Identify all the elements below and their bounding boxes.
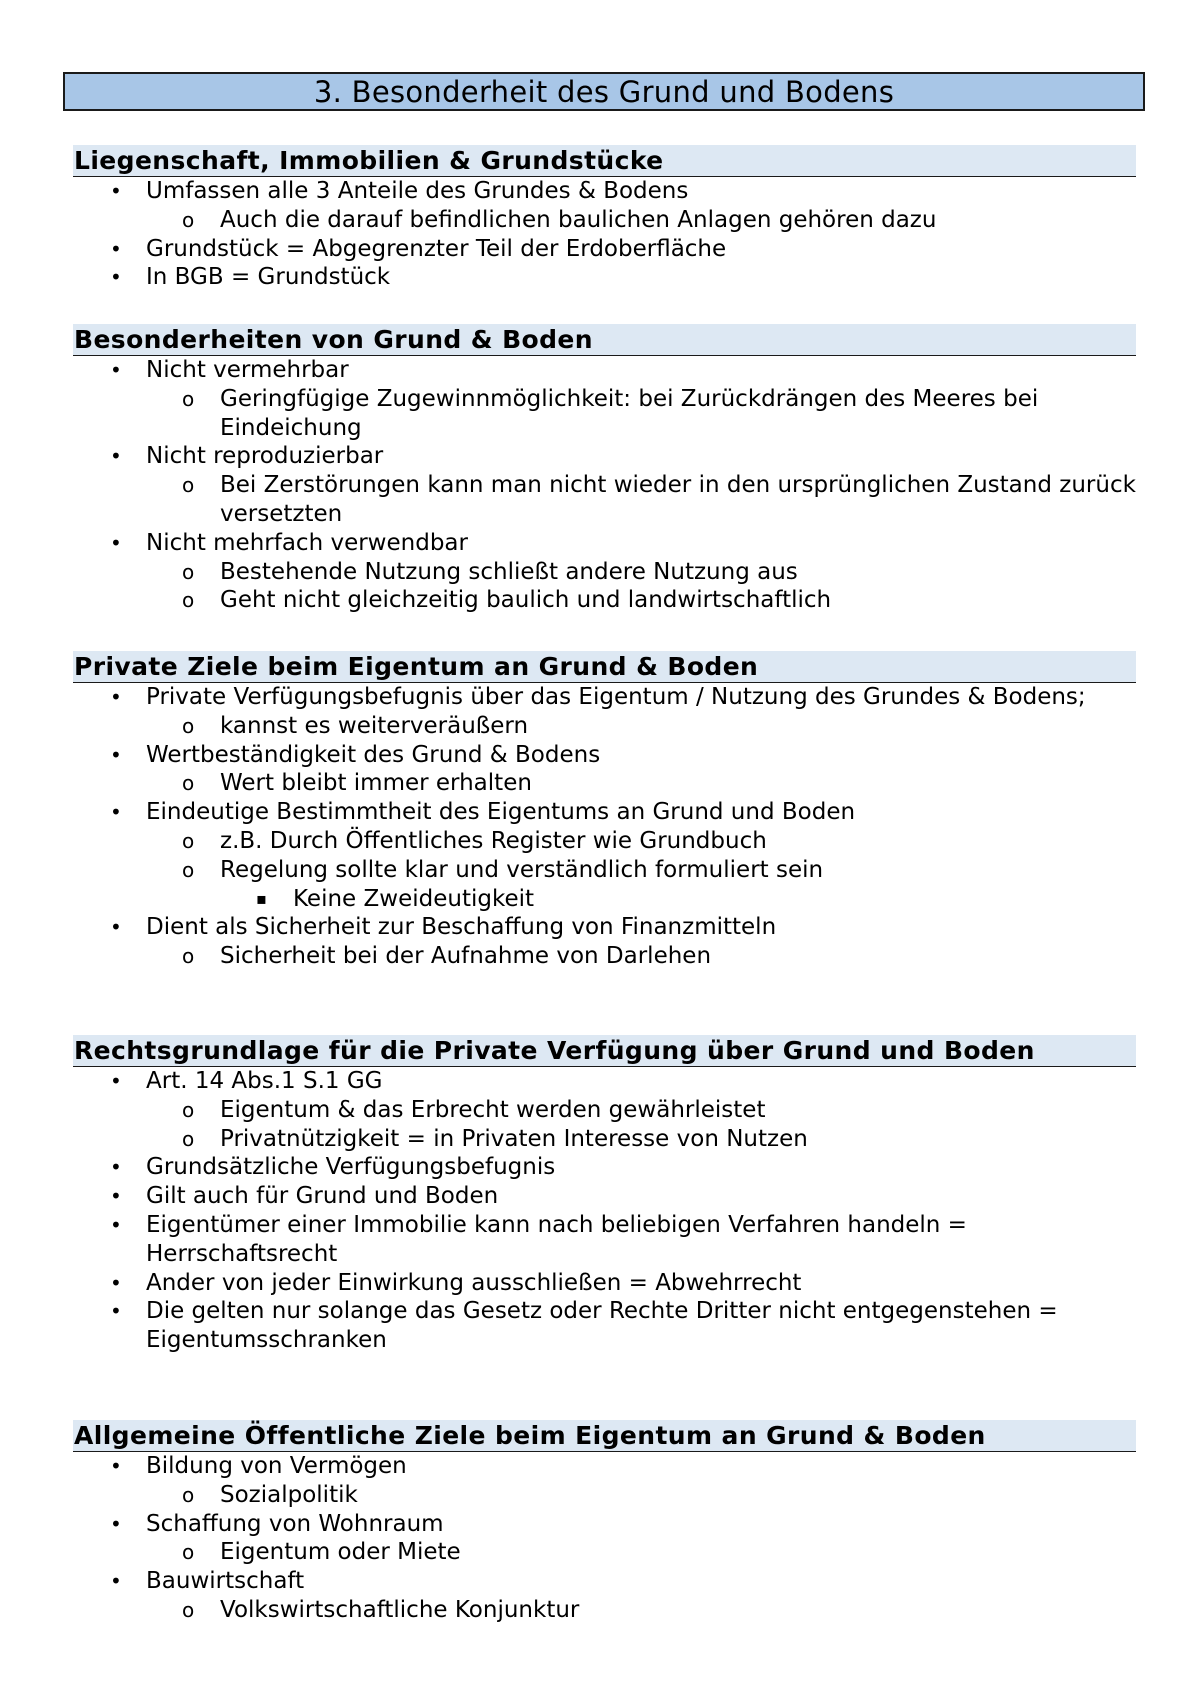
bullet-marker: • <box>110 179 122 203</box>
list-item-text: Umfassen alle 3 Anteile des Grundes & Bodens <box>146 178 689 204</box>
list-item-text: Grundsätzliche Verfügungsbefugnis <box>146 1154 556 1181</box>
list-item-text: Geht nicht gleichzeitig baulich und landwirtschaftlich <box>220 587 832 614</box>
section-heading: Allgemeine Öffentliche Ziele beim Eigentum an Grund & Boden <box>73 1420 1136 1452</box>
list-item <box>73 1452 1136 1481</box>
bullet-list <box>73 1067 1136 1355</box>
bullet-marker: • <box>110 1069 122 1093</box>
section-oeffentliche-ziele <box>73 1420 1136 1625</box>
bullet-marker: • <box>110 236 122 261</box>
bullet-marker: • <box>110 530 122 555</box>
section-heading: Liegenschaft, Immobilien & Grundstücke <box>73 145 1136 177</box>
square-bullet-marker: ▪ <box>256 888 267 908</box>
sub-bullet-marker: o <box>182 559 195 584</box>
list-item <box>73 471 1136 529</box>
list-item-text: Sicherheit bei der Aufnahme von Darlehen <box>220 943 712 970</box>
list-item-text: In BGB = Grundstück <box>146 264 391 291</box>
list-item-text: Bauwirtschaft <box>146 1568 305 1595</box>
list-item <box>73 1297 1136 1355</box>
list-item-text: Wert bleibt immer erhalten <box>220 770 532 797</box>
sub-bullet-marker: o <box>182 944 195 969</box>
list-item <box>73 206 1136 235</box>
list-item <box>73 1125 1136 1154</box>
list-item <box>73 1182 1136 1211</box>
list-item <box>73 769 1136 798</box>
bullet-marker: • <box>110 742 122 767</box>
bullet-marker: • <box>110 1184 122 1209</box>
list-item <box>73 586 1136 615</box>
list-item-text: Die gelten nur solange das Gesetz oder Rechte Dritter nicht entgegenstehen = Eigentumsschranken <box>146 1298 1058 1354</box>
list-item-text: Geringfügige Zugewinnmöglichkeit: bei Zurückdrängen des Meeres bei Eindeichung <box>220 385 1039 441</box>
list-item <box>73 1269 1136 1298</box>
list-item-text: Nicht reproduzierbar <box>146 443 384 470</box>
sub-bullet-marker: o <box>182 771 195 796</box>
bullet-marker: • <box>110 800 122 825</box>
section-heading: Rechtsgrundlage für die Private Verfügung über Grund und Boden <box>73 1035 1136 1067</box>
list-item <box>73 856 1136 885</box>
list-item-text: kannst es weiterveräußern <box>220 712 529 739</box>
list-item <box>73 1096 1136 1125</box>
list-item <box>73 942 1136 971</box>
list-item-text: Bildung von Vermögen <box>146 1453 407 1479</box>
bullet-list <box>73 1452 1136 1625</box>
list-item <box>73 235 1136 264</box>
bullet-marker: • <box>110 265 122 290</box>
list-item-text: Eigentümer einer Immobilie kann nach beliebigen Verfahren handeln = Herrschaftsrecht <box>146 1211 967 1267</box>
bullet-list <box>73 683 1136 971</box>
list-item <box>73 385 1136 443</box>
list-item-text: Wertbeständigkeit des Grund & Bodens <box>146 741 601 768</box>
list-item <box>73 1596 1136 1625</box>
list-item <box>73 741 1136 770</box>
sub-bullet-marker: o <box>182 473 195 498</box>
list-item <box>73 827 1136 856</box>
list-item <box>73 1538 1136 1567</box>
list-item-text: Eigentum oder Miete <box>220 1539 461 1566</box>
list-item <box>73 1481 1136 1510</box>
list-item <box>73 263 1136 292</box>
list-item-text: Ander von jeder Einwirkung ausschließen = Abwehrrecht <box>146 1269 802 1296</box>
list-item <box>73 529 1136 558</box>
bullet-marker: • <box>110 685 122 709</box>
sub-bullet-marker: o <box>182 207 195 232</box>
sub-bullet-marker: o <box>182 1126 195 1151</box>
section-rechtsgrundlage <box>73 1035 1136 1355</box>
list-item-text: Dient als Sicherheit zur Beschaffung von Finanzmitteln <box>146 914 777 941</box>
list-item-text: Eindeutige Bestimmtheit des Eigentums an Grund und Boden <box>146 799 856 826</box>
bullet-marker: • <box>110 1511 122 1536</box>
list-item <box>73 885 1136 914</box>
sub-bullet-marker: o <box>182 1540 195 1565</box>
list-item <box>73 356 1136 385</box>
section-heading: Besonderheiten von Grund & Boden <box>73 324 1136 356</box>
sub-bullet-marker: o <box>182 588 195 613</box>
list-item-text: Private Verfügungsbefugnis über das Eigentum / Nutzung des Grundes & Bodens; <box>146 684 1086 710</box>
list-item-text: Auch die darauf befindlichen baulichen Anlagen gehören dazu <box>220 206 937 233</box>
list-item <box>73 913 1136 942</box>
bullet-marker: • <box>110 1212 122 1237</box>
bullet-list <box>73 356 1136 615</box>
list-item-text: Sozialpolitik <box>220 1481 358 1508</box>
list-item <box>73 558 1136 587</box>
list-item-text: z.B. Durch Öffentliches Register wie Grundbuch <box>220 827 767 854</box>
list-item-text: Bestehende Nutzung schließt andere Nutzung aus <box>220 558 798 585</box>
list-item <box>73 1211 1136 1269</box>
sub-bullet-marker: o <box>182 1097 195 1122</box>
list-item-text: Volkswirtschaftliche Konjunktur <box>220 1596 580 1623</box>
list-item <box>73 177 1136 206</box>
list-item <box>73 1067 1136 1096</box>
list-item <box>73 442 1136 471</box>
bullet-marker: • <box>110 1299 122 1324</box>
bullet-marker: • <box>110 1155 122 1180</box>
list-item <box>73 1153 1136 1182</box>
sub-bullet-marker: o <box>182 713 195 738</box>
list-item-text: Privatnützigkeit = in Privaten Interesse von Nutzen <box>220 1125 808 1152</box>
section-besonderheiten <box>73 324 1136 615</box>
list-item <box>73 798 1136 827</box>
list-item-text: Keine Zweideutigkeit <box>293 885 535 912</box>
list-item-text: Eigentum & das Erbrecht werden gewährleistet <box>220 1096 766 1123</box>
bullet-marker: • <box>110 1454 122 1478</box>
page-title: 3. Besonderheit des Grund und Bodens <box>63 72 1145 111</box>
bullet-marker: • <box>110 358 122 382</box>
bullet-marker: • <box>110 444 122 469</box>
list-item <box>73 712 1136 741</box>
sub-bullet-marker: o <box>182 386 195 411</box>
list-item <box>73 1567 1136 1596</box>
bullet-marker: • <box>110 915 122 940</box>
sub-bullet-marker: o <box>182 828 195 853</box>
bullet-marker: • <box>110 1569 122 1594</box>
list-item-text: Gilt auch für Grund und Boden <box>146 1183 499 1210</box>
bullet-list <box>73 177 1136 292</box>
sub-bullet-marker: o <box>182 1482 195 1507</box>
list-item-text: Schaffung von Wohnraum <box>146 1510 444 1537</box>
list-item-text: Nicht mehrfach verwendbar <box>146 529 468 556</box>
list-item-text: Regelung sollte klar und verständlich formuliert sein <box>220 856 824 883</box>
section-heading: Private Ziele beim Eigentum an Grund & Boden <box>73 651 1136 683</box>
list-item-text: Art. 14 Abs.1 S.1 GG <box>146 1068 383 1094</box>
list-item <box>73 1510 1136 1539</box>
list-item-text: Grundstück = Abgegrenzter Teil der Erdoberfläche <box>146 235 727 262</box>
sub-bullet-marker: o <box>182 1597 195 1622</box>
list-item <box>73 683 1136 712</box>
bullet-marker: • <box>110 1270 122 1295</box>
list-item-text: Nicht vermehrbar <box>146 357 349 383</box>
list-item-text: Bei Zerstörungen kann man nicht wieder in den ursprünglichen Zustand zurück versetzten <box>220 472 1136 527</box>
sub-bullet-marker: o <box>182 857 195 882</box>
section-private-ziele <box>73 651 1136 971</box>
section-liegenschaft <box>73 145 1136 292</box>
